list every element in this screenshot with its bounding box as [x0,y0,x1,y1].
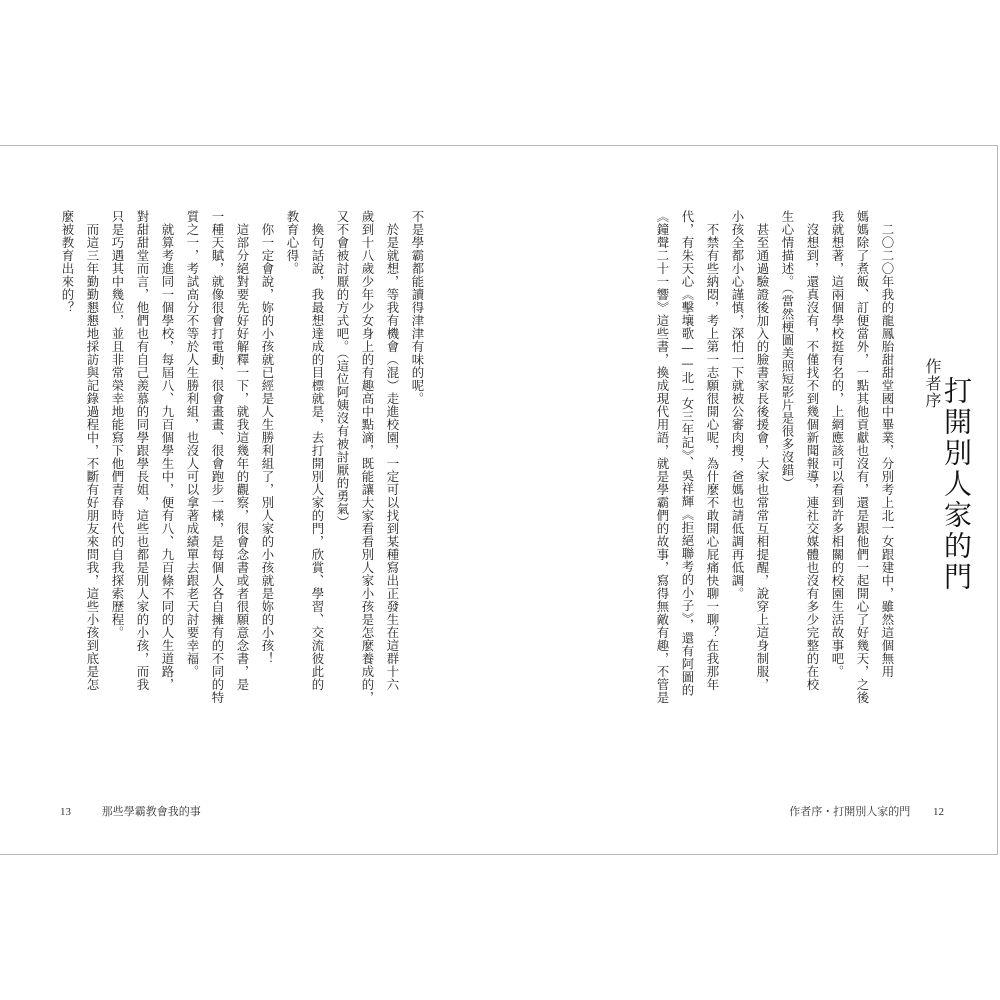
text-line: 對甜甜堂而言，他們也有自己羨慕的同學跟學長姐，這些也都是別人家的小孩，而我 [135,210,150,691]
text-line: 只是巧遇其中幾位，並且非常榮幸地能寫下他們青春時代的自我探索歷程。 [110,210,125,639]
text-line: 麼被教育出來的？ [60,210,75,314]
text-line: 甚至通過驗證後加入的臉書家長後援會，大家也常常互相提醒，說穿上這身制服， [755,210,770,691]
running-title: 作者序・打開別人家的門 [789,806,911,818]
text-line: 不禁有些納悶，考上第一志願很開心呢，為什麼不敢開心屁痛快聊一聊？在我那年 [705,210,720,691]
text-line: 一種天賦，就像很會打電動、很會畫畫、很會跑步一樣，是每個人各自擁有的不同的特 [210,210,225,704]
text-line: 二〇二〇年我的龍鳳胎甜甜堂國中畢業，分別考上北一女跟建中，雖然這個無用 [880,210,895,678]
right-page [500,146,998,854]
text-line: 換句話說，我最想達成的目標就是，去打開別人家的門，欣賞、學習、交流彼此的 [310,210,325,691]
text-line: 沒想到，還真沒有，不僅找不到幾個新聞報導，連社交媒體也沒有多少完整的在校 [805,210,820,691]
running-title: 那些學霸教會我的事 [101,806,201,818]
right-page-footer [789,803,944,819]
text-line: 代，有朱天心《擊壤歌——北一女三年記》、吳祥輝《拒絕聯考的小子》，還有阿圖的 [680,210,695,697]
text-line: 這部分絕對要先好好解釋一下，就我這幾年的觀察，很會念書或者很願意念書，是 [235,210,250,691]
text-line: 小孩全都小心謹慎，深怕一下就被公審肉搜，爸媽也請低調再低調。 [730,210,745,600]
chapter-label: 作者序 [923,358,942,409]
text-line: 不是學霸都能讀得津津有味的呢。 [410,210,425,405]
text-line: 歲到十八歲少年少女身上的有趣高中點滴，既能讓大家看看別人家小孩是怎麼養成的， [360,210,375,704]
text-line: 又不會被討厭的方式吧。（這位阿姨沒有被討厭的勇氣） [335,210,350,529]
text-line: 質之一，考試高分不等於人生勝利組，也沒人可以拿著成績單去跟老天討要幸福。 [185,210,200,678]
text-line: 而這三年勤勤懇懇地採訪與記錄過程中，不斷有好朋友來問我，這些小孩到底是怎 [85,210,100,691]
right-page-body [650,210,900,850]
text-line: 《鐘聲二十一響》這些書，換成現代用語，就是學霸們的故事，寫得無敵有趣，不管是 [655,210,670,704]
text-line: 媽媽除了煮飯、訂便當外，一點其他貢獻也沒有，還是跟他們一起開心了好幾天，之後 [855,210,870,704]
page-number: 13 [60,806,71,818]
text-line: 就算考進同一個學校，每屆八、九百個學生中，便有八、九百條不同的人生道路， [160,210,175,691]
book-spread [0,145,998,855]
left-page [0,146,498,854]
left-page-body [55,210,430,850]
text-line: 生心情描述。（當然梗圖美照短影片是很多沒錯） [780,210,795,490]
chapter-title: 打開別人家的門 [940,376,973,593]
page-number: 12 [933,806,944,818]
text-line: 於是就想，等我有機會（混）走進校園，一定可以找到某種寫出正發生在這群十六 [385,210,400,691]
left-page-footer [60,803,201,819]
text-line: 你一定會說，妳的小孩就已經是人生勝利組了，別人家的小孩就是妳的小孩！ [260,210,275,665]
text-line: 教育心得。 [285,210,300,275]
text-line: 我就想著，這兩個學校挺有名的，上網應該可以看到許多相關的校園生活故事吧。 [830,210,845,678]
